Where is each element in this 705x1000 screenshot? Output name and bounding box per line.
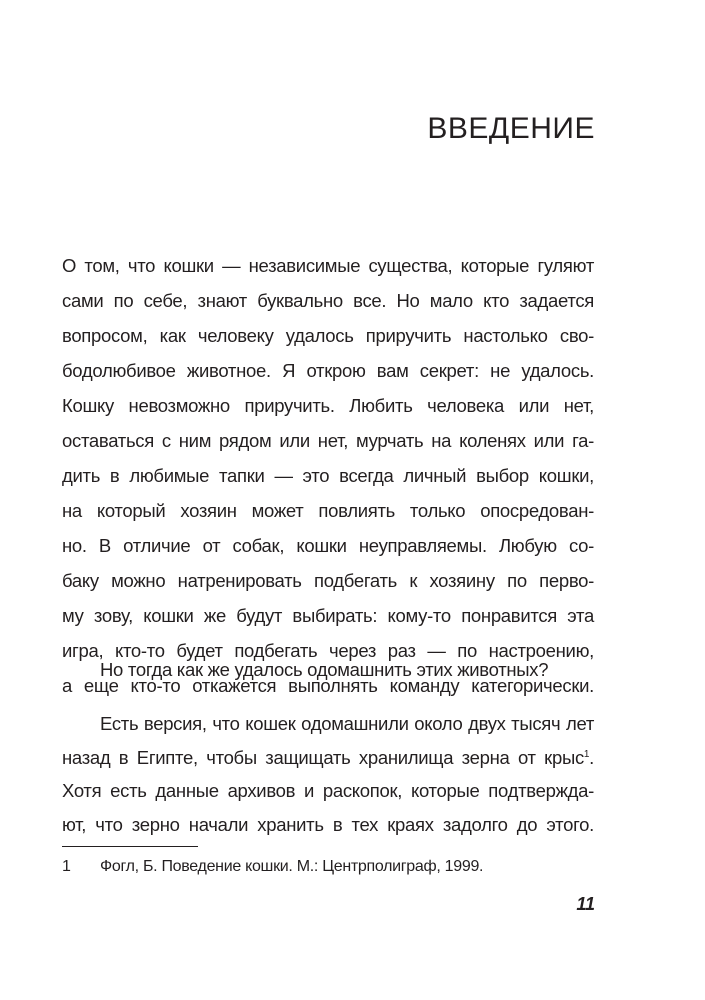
text-line: О том, что кошки — независимые существа, которые гуляют [62, 255, 594, 276]
text-line-with-footnote [62, 741, 594, 775]
footnote [62, 858, 483, 876]
paragraph-3 [62, 707, 594, 841]
footnote-number: 1 [62, 858, 71, 875]
text-line: а еще кто-то откажется выполнять команду категорически. [62, 675, 594, 696]
text-line: баку можно натренировать подбегать к хозяину по перво- [62, 570, 594, 591]
text: назад в Египте, чтобы защищать хранилища зерна от крыс [62, 746, 584, 768]
footnote-divider [62, 846, 198, 847]
text-line: бодолюбивое животное. Я открою вам секрет: не удалось. [62, 360, 594, 381]
text-line: Хотя есть данные архивов и раскопок, которые подтвержда- [62, 780, 594, 801]
text-line: вопросом, как человеку удалось приручить настолько сво- [62, 325, 594, 346]
paragraph-1 [62, 248, 594, 703]
text-line: му зову, кошки же будут выбирать: кому-то понравится эта [62, 605, 594, 626]
chapter-title: ВВЕДЕНИЕ [427, 112, 595, 145]
text-line: игра, кто-то будет подбегать через раз — по настроению, [62, 640, 594, 661]
text-line: Есть версия, что кошек одомашнили около двух тысяч лет [100, 713, 594, 734]
footnote-reference[interactable]: 1 [583, 748, 590, 760]
text-line: но. В отличие от собак, кошки неуправляемы. Любую со- [62, 535, 594, 556]
text-line: сами по себе, знают буквально все. Но мало кто задается [62, 290, 594, 311]
text-line: ют, что зерно начали хранить в тех краях задолго до этого. [62, 813, 594, 835]
paragraph-2 [62, 652, 594, 687]
text-line: оставаться с ним рядом или нет, мурчать на коленях или га- [62, 430, 594, 451]
period: . [589, 746, 594, 768]
text-line: на который хозяин может повлиять только опосредован- [62, 500, 594, 521]
text-line: Кошку невозможно приручить. Любить человека или нет, [62, 395, 594, 416]
footnote-text: Фогл, Б. Поведение кошки. М.: Центрполиграф, 1999. [100, 858, 484, 875]
page-number: 11 [576, 894, 595, 914]
text-line: дить в любимые тапки — это всегда личный выбор кошки, [62, 465, 594, 486]
text-line: Но тогда как же удалось одомашнить этих животных? [100, 659, 549, 680]
